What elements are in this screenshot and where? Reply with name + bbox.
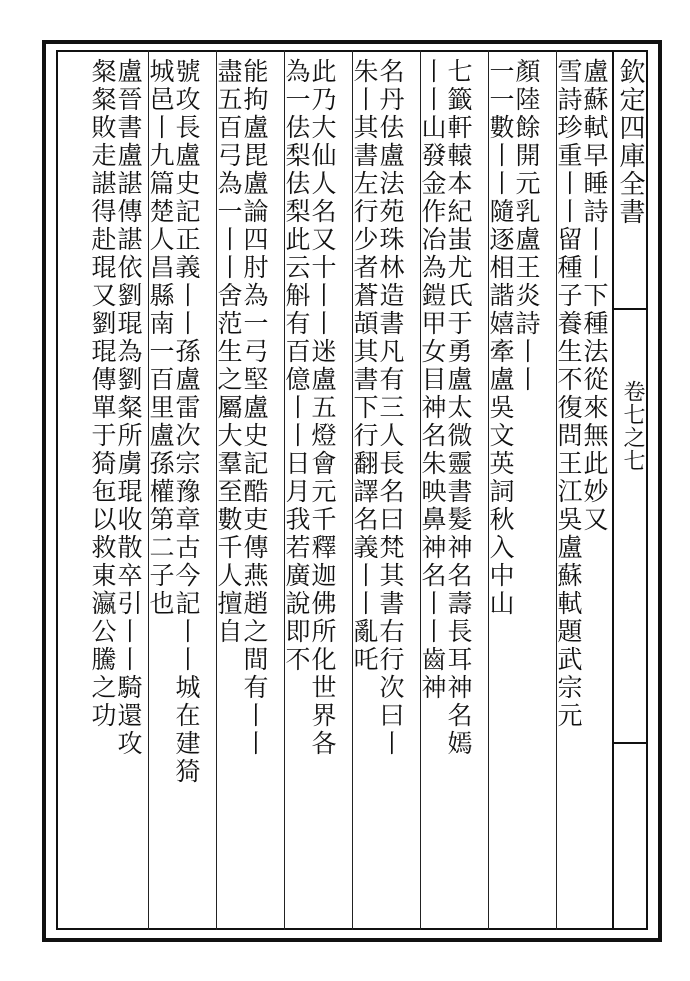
text-line: 名丹佉盧法苑珠林造書凡有三人長名曰梵其書右行次曰丨 xyxy=(376,58,405,758)
text-line: 城邑丨九篇楚人昌縣南一百里盧孫權第二子也 xyxy=(146,58,175,618)
text-line: 能拘盧毘盧論四肘為一弓堅盧史記酷吏傳燕趙之間有丨丨 xyxy=(240,58,269,758)
text-line: 粲粲敗走諶得赴琨又劉琨傳單于猗㐌以救東瀛公騰之功 xyxy=(88,58,117,730)
text-column xyxy=(352,54,408,924)
volume-label: 卷七之七 xyxy=(620,380,645,472)
text-line: 丨丨山發金作冶為鎧甲女目神名朱映鼻神名丨丨齒神 xyxy=(418,58,447,702)
text-line: 顏陸餘開元乳盧王炎詩丨丨 xyxy=(512,58,541,394)
text-line: 盡五百弓為一丨丨舍范生之屬大羣至數千人擅自 xyxy=(214,58,243,646)
text-column xyxy=(216,54,272,924)
text-line: 一一數丨丨隨逐相諧嬉牽盧吳文英詞秋入中山 xyxy=(486,58,515,618)
text-column xyxy=(284,54,340,924)
margin-divider xyxy=(612,308,648,310)
text-column xyxy=(488,54,544,924)
text-column xyxy=(62,54,146,924)
text-line: 為一佉梨佉梨此云斛有百億丨丨日月我若廣說即不 xyxy=(282,58,311,674)
text-column xyxy=(556,54,612,924)
text-line: 此乃大仙人名又十丨丨迷盧五燈會元千釋迦佛所化世界各 xyxy=(308,58,337,758)
text-line: 雪詩珍重丨丨留種子養生不復問王江吳盧蘇軾題武宗元 xyxy=(554,58,583,730)
margin-divider xyxy=(612,742,648,744)
book-title: 欽定四庫全書 xyxy=(615,58,645,226)
text-line: 朱丨其書左行少者蒼頡其書下行翻譯名義丨丨亂吒 xyxy=(350,58,379,674)
text-line: 七籤軒轅本紀蚩尤氏于勇盧太微靈書髮神名壽長耳神名嫣 xyxy=(444,58,473,758)
text-column xyxy=(420,54,476,924)
text-line: 盧晉書盧諶傳諶依劉琨為劉粲所虜琨收散卒引丨丨騎還攻 xyxy=(114,58,143,758)
text-line: 盧蘇軾早睡詩丨丨下種法從來無此妙又 xyxy=(580,58,609,534)
text-column xyxy=(148,54,204,924)
text-line: 號攻長盧史記正義丨丨孫盧雷次宗豫章古今記丨丨城在建猗 xyxy=(172,58,201,786)
